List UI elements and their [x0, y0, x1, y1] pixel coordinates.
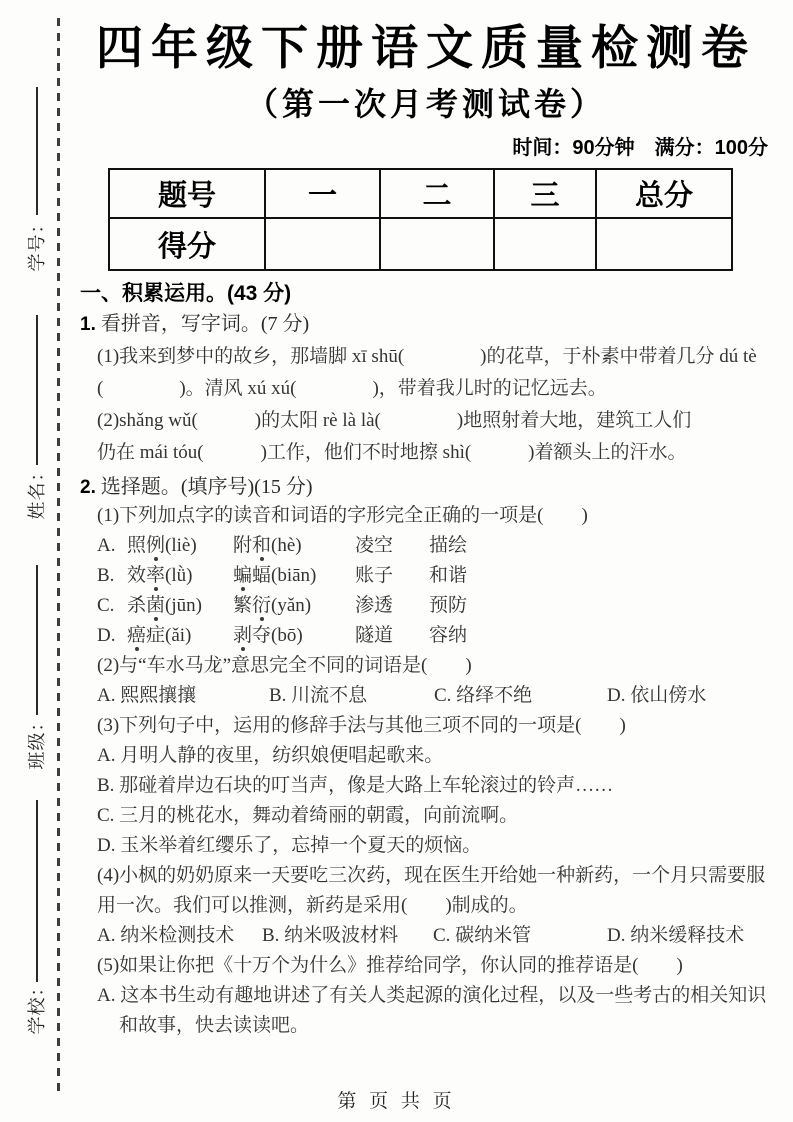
word-plain: 隧道	[355, 625, 394, 646]
dotted-character: 癌	[127, 625, 147, 646]
choice-label: A.	[97, 535, 116, 556]
student-name-label: 姓名：	[27, 462, 47, 520]
score-table-col-2: 二	[380, 169, 494, 218]
word-plain: 账子	[355, 565, 394, 586]
word-plain: 和谐	[429, 565, 468, 586]
word-plain: 容纳	[429, 625, 468, 646]
q2-3-option: B. 那碰着岸边石块的叮当声，像是大路上车轮滚过的铃声……	[97, 775, 614, 796]
school-blank-line	[36, 800, 38, 982]
choice-option: D. 依山傍水	[607, 685, 707, 706]
question-1-title: 看拼音，写字词。(7 分)	[100, 313, 310, 335]
student-name-blank-line	[36, 315, 38, 465]
q1-text-line: (1)我来到梦中的故乡，那墙脚 xī shū( )的花草，于朴素中带着几分 dú tè	[97, 346, 757, 367]
q1-text-line: 仍在 mái tóu( )工作，他们不时地擦 shì( )着额头上的汗水。	[97, 442, 687, 463]
question-2-heading	[80, 474, 772, 501]
question-1-heading	[80, 311, 772, 338]
seal-margin	[0, 0, 62, 1122]
score-table-score-row	[109, 218, 732, 270]
q2-4-prompt-line: 用一次。我们可以推测，新药是采用( )制成的。	[97, 895, 528, 916]
main-content	[80, 0, 772, 1041]
word-plain: 渗透	[355, 595, 394, 616]
q2-1-prompt: (1)下列加点字的读音和词语的字形完全正确的一项是( )	[97, 505, 588, 526]
score-cell-2	[380, 218, 494, 270]
q2-5-prompt: (5)如果让你把《十万个为什么》推荐给同学，你认同的推荐语是( )	[97, 955, 683, 976]
score-cell-3	[494, 218, 596, 270]
q2-3-prompt: (3)下列句子中，运用的修辞手法与其他三项不同的一项是( )	[97, 715, 626, 736]
q2-4-prompt-line: (4)小枫的奶奶原来一天要吃三次药，现在医生开给她一种新药，一个月只需要服	[97, 865, 766, 886]
q2-1-choice-row-b	[97, 561, 772, 591]
q2-2-options-row	[97, 681, 772, 711]
q2-3-option: D. 玉米举着红缨乐了，忘掉一个夏天的烦恼。	[97, 835, 482, 856]
choice-option: D. 纳米缓释技术	[607, 925, 745, 946]
q1-text-line: (2)shǎng wǔ( )的太阳 rè là là( )地照射着大地，建筑工人们	[97, 410, 692, 431]
q2-3-option: A. 月明人静的夜里，纺织娘便唱起歌来。	[97, 745, 444, 766]
class-label: 班级：	[27, 712, 47, 770]
q2-1-choice-row-a	[97, 531, 772, 561]
student-number-blank-line	[36, 87, 38, 215]
word-plain: 凌空	[355, 535, 394, 556]
word-with-dot: 杀菌(jūn)	[127, 595, 202, 616]
dotted-character: 和	[252, 535, 272, 556]
q1-text-line: ( )。清风 xú xú( )，带着我儿时的记忆远去。	[97, 378, 607, 399]
student-number-label: 学号：	[27, 214, 47, 272]
word-with-dot: 蝙蝠(biān)	[233, 565, 317, 586]
q2-5-option-line: A. 这本书生动有趣地讲述了有关人类起源的演化过程，以及一些考古的相关知识	[97, 985, 767, 1006]
word-with-dot: 效率(lǜ)	[127, 565, 193, 586]
question-2-number: 2.	[80, 477, 96, 498]
dotted-character: 例	[146, 535, 166, 556]
word-with-dot: 照例(liè)	[127, 535, 197, 556]
choice-label: D.	[97, 625, 116, 646]
choice-option: A. 熙熙攘攘	[97, 685, 197, 706]
score-cell-1	[265, 218, 380, 270]
question-2-title: 选择题。(填序号)(15 分)	[100, 476, 313, 498]
score-row-label: 得分	[109, 218, 265, 270]
q2-2-prompt: (2)与“车水马龙”意思完全不同的词语是( )	[97, 655, 472, 676]
word-plain: 预防	[429, 595, 468, 616]
choice-option: C. 络绎不绝	[434, 685, 533, 706]
section-1-heading: 一、积累运用。(43 分)	[80, 282, 292, 305]
dotted-character: 蝙	[233, 565, 253, 586]
word-with-dot: 附和(hè)	[233, 535, 302, 556]
school-label: 学校：	[27, 977, 47, 1035]
score-cell-total	[596, 218, 732, 270]
choice-option: A. 纳米检测技术	[97, 925, 235, 946]
choice-label: B.	[97, 565, 115, 586]
exam-time-score-meta: 时间：90分钟 满分：100分	[512, 137, 768, 159]
score-table-col-3: 三	[494, 169, 596, 218]
choice-option: C. 碳纳米管	[433, 925, 532, 946]
score-table-corner-label: 题号	[109, 169, 265, 218]
word-with-dot: 剥夺(bō)	[233, 625, 303, 646]
question-1-number: 1.	[80, 314, 96, 335]
q2-1-choice-row-c	[97, 591, 772, 621]
score-table-col-1: 一	[265, 169, 380, 218]
q2-3-option: C. 三月的桃花水，舞动着绮丽的朝霞，向前流啊。	[97, 805, 519, 826]
score-table	[108, 168, 733, 271]
score-table-col-total: 总分	[596, 169, 732, 218]
seal-dashed-line	[57, 18, 60, 1098]
choice-label: C.	[97, 595, 115, 616]
dotted-character: 衍	[252, 595, 272, 616]
dotted-character: 剥	[233, 625, 253, 646]
page-title: 四年级下册语文质量检测卷	[96, 21, 756, 74]
q2-5-option-line: 和故事，快去读读吧。	[119, 1015, 310, 1036]
word-with-dot: 癌症(ǎi)	[127, 625, 192, 646]
dotted-character: 菌	[146, 595, 166, 616]
page-subtitle: （第一次月考测试卷）	[245, 86, 606, 122]
class-blank-line	[36, 565, 38, 715]
choice-option: B. 纳米吸波材料	[262, 925, 399, 946]
dotted-character: 率	[146, 565, 166, 586]
page-footer: 第 页 共 页	[337, 1091, 456, 1112]
score-table-header-row	[109, 169, 732, 218]
q2-1-choice-row-d	[97, 621, 772, 651]
q2-4-options-row	[97, 921, 772, 951]
word-with-dot: 繁衍(yǎn)	[233, 595, 312, 616]
choice-option: B. 川流不息	[269, 685, 368, 706]
word-plain: 描绘	[429, 535, 468, 556]
